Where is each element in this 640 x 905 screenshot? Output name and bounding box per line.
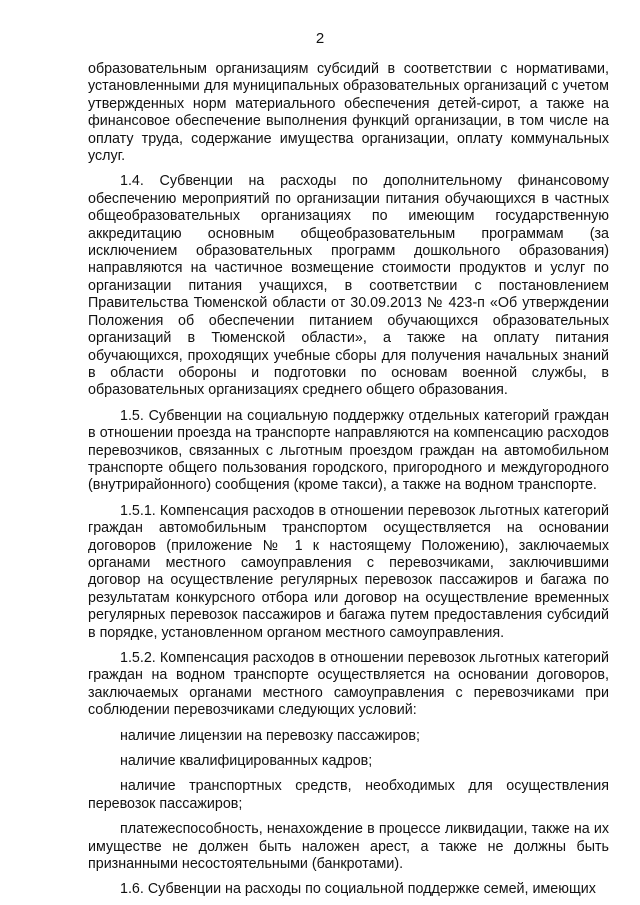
- condition-qualified-staff: наличие квалифицированных кадров;: [120, 753, 373, 770]
- condition-license: наличие лицензии на перевозку пассажиров;: [120, 727, 420, 744]
- paragraph-1-4-meals-subventions: 1.4. Субвенции на расходы по дополнительному финансовому обеспечению мероприятий по организации питания обучающихся в частных общеобразовательных организациях по имеющим государственную аккредитацию основным общеобразовательным программам (за исключением образовательных программ дошкольного образования) направляются на частичное возмещение стоимости продуктов и услуг по организации питания учащихся, в соответствии с постановлением Правительства Тюменской области от 30.09.2013 № 423-п «Об утверждении Положения об обеспечении питанием обучающихся образовательных организаций в Тюменской области», а также на оплату питания обучающихся, проходящих учебные сборы для получения начальных знаний в области обороны и подготовки по основам военной службы, в образовательных организациях среднего общего образования.: [88, 173, 609, 399]
- paragraph-1-5-transport-subventions: 1.5. Субвенции на социальную поддержку отдельных категорий граждан в отношении проезда на транспорте направляются на компенсацию расходов перевозчиков, связанных с льготным проездом граждан на автомобильном транспорте общего пользования городского, пригородного и междугородного (внутрирайонного) сообщения (кроме такси), а также на водном транспорте.: [88, 407, 609, 494]
- document-body: [88, 61, 609, 899]
- page-number: 2: [315, 30, 325, 47]
- condition-vehicles: наличие транспортных средств, необходимых для осуществления перевозок пассажиров;: [88, 778, 609, 812]
- paragraph-1-6-family-support: 1.6. Субвенции на расходы по социальной поддержке семей, имеющих: [120, 881, 596, 898]
- paragraph-1-5-1-road-transport: 1.5.1. Компенсация расходов в отношении перевозок льготных категорий граждан автомобильным транспортом осуществляется на основании договоров (приложение № 1 к настоящему Положению), заключаемых органами местного самоуправления с перевозчиками, заключившими договор на осуществление регулярных перевозок пассажиров и багажа по результатам конкурсного отбора или договор на осуществление временных регулярных перевозок пассажиров и багажа путем предоставления субсидий в порядке, установленном органом местного самоуправления.: [88, 502, 609, 641]
- condition-solvency: платежеспособность, ненахождение в процессе ликвидации, также на их имуществе не должен быть наложен арест, а также не должны быть признанными несостоятельными (банкротами).: [88, 821, 609, 873]
- paragraph-1-5-2-water-transport: 1.5.2. Компенсация расходов в отношении перевозок льготных категорий граждан на водном транспорте осуществляется на основании договоров, заключаемых органами местного самоуправления с перевозчиками при соблюдении перевозчиками следующих условий:: [88, 650, 609, 719]
- paragraph-continuation-subsidies: образовательным организациям субсидий в соответствии с нормативами, установленными для муниципальных образовательных организаций с учетом утвержденных норм материального обеспечения детей-сирот, а также на финансовое обеспечение выполнения функций организации, в том числе на оплату труда, содержание имущества организации, оплату коммунальных услуг.: [88, 61, 609, 165]
